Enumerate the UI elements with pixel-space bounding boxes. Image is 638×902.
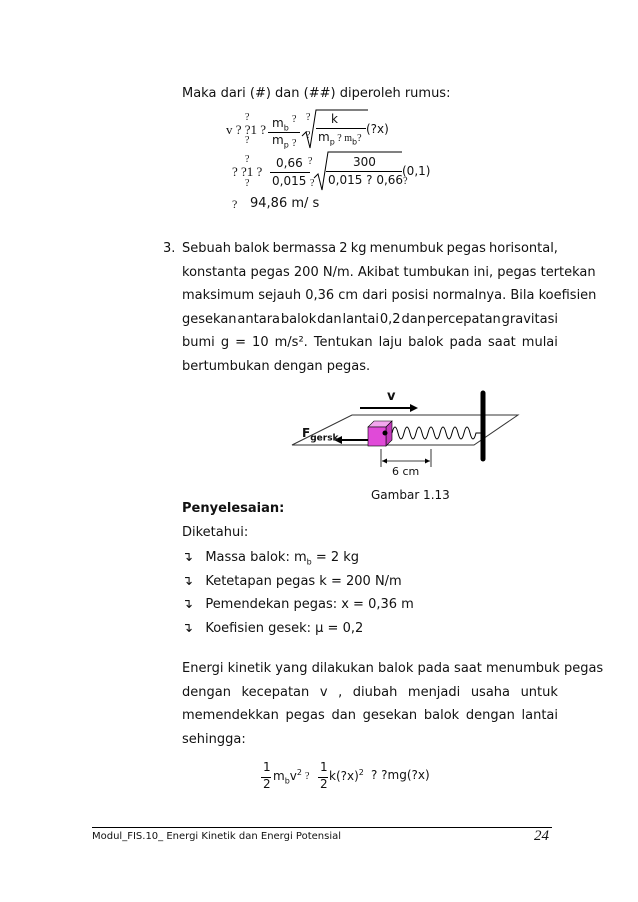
formula1-tail: (?x): [366, 122, 389, 136]
formula2-fraction-bar: [270, 172, 310, 173]
problem-word: kg: [350, 241, 367, 256]
velocity-arrowhead: [410, 404, 418, 412]
known-item-spring-constant: ↴ Ketetapan pegas k = 200 N/m: [182, 574, 402, 589]
formula1-frac-num: $m_b$: [272, 116, 289, 133]
eq-half-2-den: 2: [320, 777, 328, 791]
solution-paragraph-word: menjadi: [407, 684, 461, 700]
velocity-label: v: [387, 389, 396, 404]
problem-word: saat: [487, 335, 516, 350]
problem-word: dan: [317, 311, 342, 327]
solution-paragraph-word: diubah: [352, 684, 398, 700]
problem-word: konstanta pegas 200 N/m. Akibat tumbukan ini, pegas tertekan: [182, 264, 596, 280]
problem-word: balok: [408, 335, 444, 350]
solution-paragraph-word: sehingga:: [182, 731, 246, 747]
footer-text: Modul_FIS.10_ Energi Kinetik dan Energi Potensial: [92, 831, 342, 842]
problem-line: [182, 288, 596, 303]
problem-number: 3.: [163, 241, 176, 256]
formula1-frac-den-q: ?: [292, 138, 297, 149]
problem-line: [182, 265, 596, 280]
formula1-bracket-top: ?: [245, 112, 250, 123]
eq-term-3: ? ?mg(?x): [371, 768, 430, 782]
problem-word: laju: [378, 335, 403, 350]
solution-heading: Penyelesaian:: [182, 501, 285, 516]
problem-word: lantai: [342, 311, 379, 327]
problem-word: antara: [237, 311, 281, 327]
solution-paragraph-word: ,: [338, 684, 343, 700]
problem-word: =: [235, 335, 247, 350]
figure-caption: Gambar 1.13: [371, 488, 450, 502]
problem-word: Sebuah: [182, 241, 231, 256]
solution-paragraph-word: gesekan: [362, 708, 418, 723]
problem-word: balok: [234, 241, 270, 256]
force-label: $F_{gersk}$: [302, 426, 339, 444]
formula1-bracket-bottom: ?: [245, 135, 250, 146]
solution-paragraph-word: dengan: [182, 684, 231, 700]
solution-paragraph-word: dan: [331, 708, 356, 723]
problem-line: [182, 335, 558, 350]
known-item-compression: ↴ Pemendekan pegas: x = 0,36 m: [182, 597, 414, 612]
formula2-frac-den-q: ?: [310, 178, 315, 189]
known-item-friction: ↴ Koefisien gesek: µ = 0,2: [182, 621, 364, 636]
problem-word: dan: [401, 311, 426, 327]
solution-paragraph-line: [182, 708, 558, 723]
block-front: [368, 427, 386, 446]
problem-word: pegas: [446, 241, 486, 256]
problem-word: menumbuk: [369, 241, 444, 256]
spring: [392, 427, 484, 439]
formula2-frac-num-q: ?: [308, 156, 313, 167]
problem-word: mulai: [521, 335, 558, 350]
problem-word: Tentukan: [313, 335, 373, 350]
problem-word: g: [220, 335, 230, 350]
problem-word: pada: [449, 335, 482, 350]
formula1-sqrt-den: $m_p$ ? $m_b$?: [318, 130, 362, 147]
formula1-frac-den: $m_p$: [272, 133, 289, 150]
dimension-label: 6 cm: [392, 465, 420, 478]
formula2-sqrt-fraction-bar: [326, 171, 402, 172]
solution-paragraph-word: lantai: [521, 708, 558, 723]
eq-half-1-den: 2: [263, 777, 271, 791]
formula2-frac-den: 0,015: [272, 174, 307, 188]
solution-paragraph-word: kecepatan: [241, 684, 310, 700]
formula1-lhs: v ? ?1 ?: [226, 122, 267, 137]
block-contact-point: [383, 431, 388, 436]
eq-half-2-num: 1: [320, 760, 328, 774]
footer-rule: [92, 827, 552, 828]
problem-word: bermassa: [272, 241, 337, 256]
solution-paragraph-line: [182, 661, 603, 676]
problem-word: m/s².: [274, 335, 308, 350]
result-value: 94,86 m/ s: [250, 196, 320, 211]
solution-paragraph-word: balok: [423, 708, 460, 723]
formula1-sqrt-fraction-bar: [316, 128, 366, 129]
formula2-bracket-top: ?: [245, 154, 250, 165]
formula1-frac-num-q: ?: [292, 114, 297, 125]
formula1-rbracket-bottom: ?: [306, 130, 311, 141]
page-number: 24: [534, 828, 549, 844]
problem-word: maksimum sejauh 0,36 cm dari posisi normalnya. Bila koefisien: [182, 288, 597, 303]
formula2-tail: (0,1): [402, 164, 431, 178]
known-heading: Diketahui:: [182, 525, 249, 540]
problem-word: horisontal,: [489, 241, 558, 256]
formula1-sqrt-num: k: [331, 112, 338, 126]
problem-word: gravitasi: [501, 311, 558, 327]
formula2-bracket-bottom: ?: [245, 178, 250, 189]
formula2-sqrt-den: 0,015 ? 0,66?: [328, 173, 408, 187]
formula2-sqrt-num: 300: [353, 155, 376, 169]
solution-paragraph-word: dengan: [465, 708, 515, 723]
eq-term-2: k(?x)$^2$: [329, 768, 364, 783]
problem-word: gesekan: [182, 311, 237, 327]
solution-paragraph-word: memendekkan: [182, 708, 279, 723]
solution-paragraph-line: [182, 685, 558, 700]
eq-half-1-num: 1: [263, 760, 271, 774]
problem-line: [182, 312, 558, 327]
problem-line: [182, 359, 370, 374]
solution-paragraph-line: [182, 732, 246, 747]
problem-word: percepatan: [426, 311, 501, 327]
eq-equals: ?: [305, 771, 310, 782]
problem-line: [182, 241, 558, 256]
formula2-lhs: ? ?1 ?: [232, 164, 263, 179]
solution-paragraph-word: v: [319, 684, 328, 700]
solution-paragraph-word: usaha: [470, 684, 510, 700]
formula2-frac-num: 0,66: [276, 156, 303, 170]
solution-paragraph-word: untuk: [520, 684, 558, 700]
known-item-mass: ↴ Massa balok: $m_b = 2$ kg: [182, 550, 360, 567]
bullet-icon: ↴: [182, 597, 193, 612]
bullet-icon: ↴: [182, 574, 193, 589]
problem-word: 2: [339, 241, 348, 256]
solution-paragraph-word: pegas: [285, 708, 325, 723]
result-eq: ?: [232, 197, 238, 211]
bullet-icon: ↴: [182, 621, 193, 636]
intro-text: Maka dari (#) dan (##) diperoleh rumus:: [182, 86, 451, 101]
solution-paragraph-word: Energi kinetik yang dilakukan balok pada saat menumbuk pegas: [182, 661, 604, 676]
problem-word: 0,2: [379, 311, 401, 327]
problem-word: bertumbukan dengan pegas.: [182, 358, 371, 374]
problem-word: balok: [280, 311, 317, 327]
problem-word: 10: [252, 335, 269, 350]
eq-term-1: $m_bv^2$: [273, 768, 302, 786]
formula1-rbracket-top: ?: [306, 112, 311, 123]
bullet-icon: ↴: [182, 550, 193, 565]
problem-word: bumi: [182, 335, 215, 350]
